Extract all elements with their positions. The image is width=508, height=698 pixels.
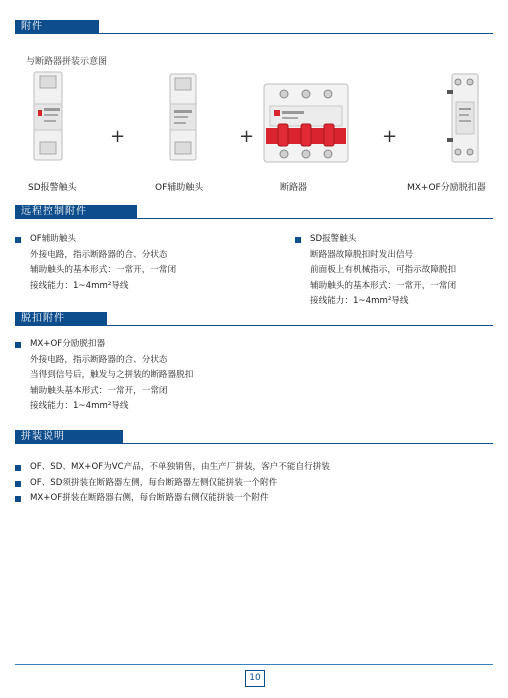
description-line: 接线能力：1~4mm²导线 xyxy=(30,401,129,411)
of-auxiliary-contact-image xyxy=(166,72,200,162)
product-label-of: OF辅助触头 xyxy=(155,183,204,193)
product-label-sd: SD报警触头 xyxy=(28,183,77,193)
section-header-trip: 脱扣附件 xyxy=(15,312,107,326)
assembly-note: MX+OF拼装在断路器右侧，每台断路器右侧仅能拼装一个附件 xyxy=(15,492,268,505)
mx-of-description xyxy=(15,337,193,415)
description-line: 辅助触头基本形式：一常开，一常闭 xyxy=(30,385,168,396)
description-line: 辅助触头的基本形式：一常开，一常闭 xyxy=(30,265,177,275)
description-line: 辅助触头的基本形式：一常开，一常闭 xyxy=(310,280,457,291)
description-line: 外接电路，指示断路器的合、分状态 xyxy=(30,249,168,260)
section-header-assembly: 拼装说明 xyxy=(15,430,123,444)
section-header-remote: 远程控制附件 xyxy=(15,205,137,219)
product-label-breaker: 断路器 xyxy=(280,183,308,193)
section-header-accessories: 附件 xyxy=(15,20,99,34)
sd-contact-title: SD报警触头 xyxy=(295,232,456,248)
plus-sign: + xyxy=(382,126,398,147)
circuit-breaker-image xyxy=(262,80,350,166)
plus-sign: + xyxy=(110,126,126,147)
of-contact-description xyxy=(15,232,176,294)
description-line: 接线能力：1~4mm²导线 xyxy=(310,296,409,306)
description-line: 当得到信号后，触发与之拼装的断路器脱扣 xyxy=(30,370,194,380)
sd-alarm-contact-image xyxy=(30,70,66,162)
page-number: 10 xyxy=(245,670,265,687)
plus-sign: + xyxy=(239,126,255,147)
assembly-caption: 与断路器拼装示意图 xyxy=(26,57,108,67)
mx-of-shunt-trip-image xyxy=(446,72,482,164)
product-label-mx-of: MX+OF分励脱扣器 xyxy=(407,183,486,193)
footer-rule xyxy=(15,664,493,665)
description-line: 接线能力：1~4mm²导线 xyxy=(30,280,129,291)
description-line: 断路器故障脱扣时发出信号 xyxy=(310,249,414,260)
sd-contact-description xyxy=(295,232,456,310)
assembly-note: OF、SD、MX+OF为VC产品，不单独销售，由生产厂拼装，客户不能自行拼装 xyxy=(15,461,330,474)
description-line: 前面板上有机械指示，可指示故障脱扣 xyxy=(310,265,457,275)
description-line: 外接电路，指示断路器的合、分状态 xyxy=(30,354,168,365)
assembly-note: OF、SD须拼装在断路器左侧，每台断路器左侧仅能拼装一个附件 xyxy=(15,477,277,490)
mx-of-title: MX+OF分励脱扣器 xyxy=(15,337,193,353)
of-contact-title: OF辅助触头 xyxy=(15,232,176,248)
